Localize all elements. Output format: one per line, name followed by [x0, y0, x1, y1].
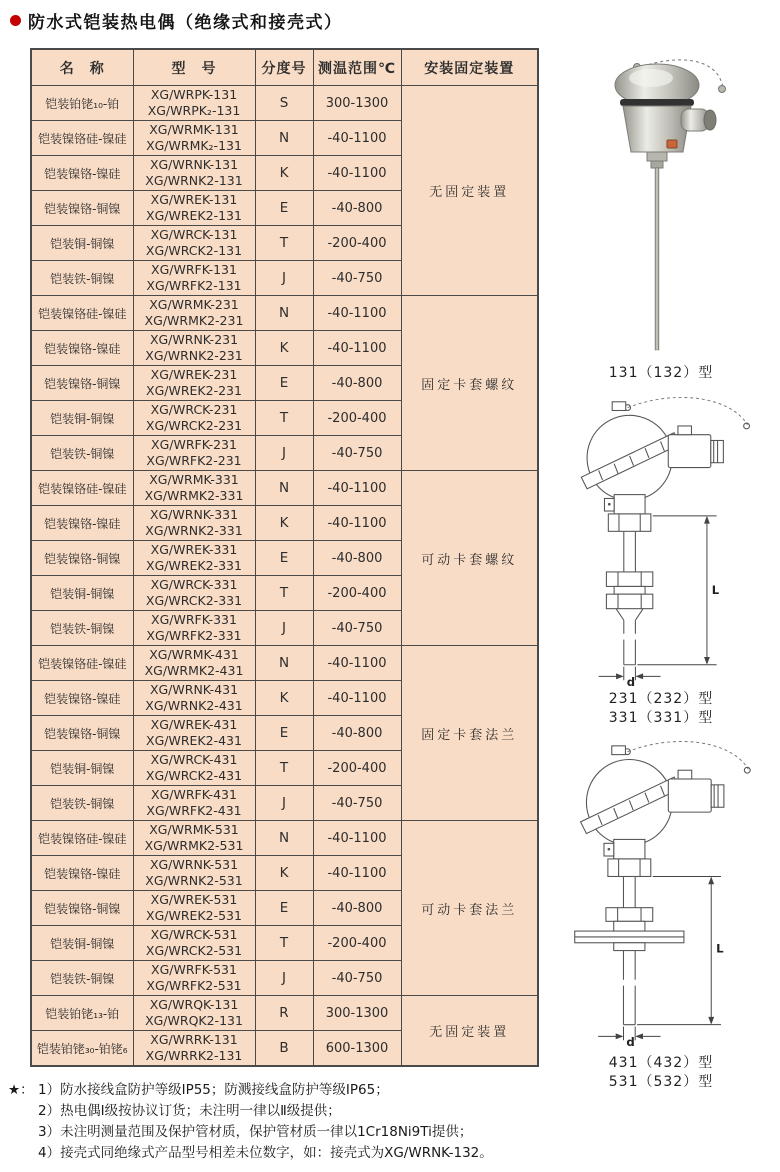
cell-thermocouple-name: 铠装镍铬-镍硅: [31, 681, 133, 716]
footnote-line: [8, 1101, 608, 1122]
model-text: XG/WRMK-131: [149, 122, 239, 137]
cell-thermocouple-name: 铠装铂铑₃₀-铂铑₆: [31, 1031, 133, 1067]
model-text: XG/WREK2-531: [146, 908, 242, 923]
model-text: XG/WRMK2-531: [144, 838, 244, 853]
cell-temp-range: -40-800: [313, 366, 401, 401]
cell-model: [133, 436, 255, 471]
cell-graduation: K: [255, 681, 313, 716]
model-text: XG/WRFK2-531: [146, 978, 242, 993]
model-text: XG/WRCK2-531: [145, 943, 243, 958]
cell-temp-range: -40-750: [313, 611, 401, 646]
thermocouple-photo-131: [571, 52, 751, 360]
cell-graduation: T: [255, 751, 313, 786]
model-text: XG/WRFK2-331: [146, 628, 242, 643]
model-text: XG/WRFK-331: [151, 612, 237, 627]
table-row: [31, 821, 538, 856]
dim-label-diameter: d: [625, 1035, 635, 1050]
cell-model: [133, 926, 255, 961]
cell-temp-range: -200-400: [313, 751, 401, 786]
model-text: XG/WRMK-431: [149, 647, 239, 662]
cell-thermocouple-name: 铠装铜-铜镍: [31, 751, 133, 786]
cell-graduation: N: [255, 296, 313, 331]
model-text: XG/WRMK-231: [149, 297, 239, 312]
thermocouple-drawing-231-331: [559, 396, 764, 686]
cell-graduation: K: [255, 331, 313, 366]
model-text: XG/WRCK-231: [150, 402, 238, 417]
header-model: 型 号: [133, 49, 255, 86]
cell-model: [133, 506, 255, 541]
cell-thermocouple-name: 铠装镍铬硅-镍硅: [31, 121, 133, 156]
table-row: [31, 646, 538, 681]
footnote-line: [8, 1143, 608, 1164]
footnotes: [8, 1080, 608, 1164]
footnote-text: 2）热电偶Ⅰ级按协议订货；未注明一律以Ⅱ级提供；: [38, 1103, 341, 1119]
cell-graduation: K: [255, 156, 313, 191]
model-text: XG/WRCK2-231: [145, 418, 243, 433]
figure-231-331: [552, 396, 770, 728]
cell-thermocouple-name: 铠装铁-铜镍: [31, 611, 133, 646]
cell-graduation: E: [255, 891, 313, 926]
cell-model: [133, 541, 255, 576]
cell-graduation: J: [255, 261, 313, 296]
cell-temp-range: -40-1100: [313, 331, 401, 366]
cell-model: [133, 786, 255, 821]
cell-thermocouple-name: 铠装铂铑₁₃-铂: [31, 996, 133, 1031]
cell-model: [133, 716, 255, 751]
cell-graduation: E: [255, 541, 313, 576]
cell-temp-range: -40-800: [313, 716, 401, 751]
model-text: XG/WRMK-531: [149, 822, 239, 837]
cell-temp-range: -40-1100: [313, 821, 401, 856]
model-text: XG/WRCK2-131: [145, 243, 243, 258]
cell-fixture: 固定卡套法兰: [401, 646, 538, 821]
cell-temp-range: -40-800: [313, 891, 401, 926]
table-header-row: [31, 49, 538, 86]
model-text: XG/WREK2-331: [146, 558, 242, 573]
dim-label-length: L: [715, 941, 724, 956]
model-text: XG/WRMK₂-131: [146, 138, 242, 153]
cell-model: [133, 261, 255, 296]
cell-thermocouple-name: 铠装镍铬硅-镍硅: [31, 821, 133, 856]
model-text: XG/WREK-431: [150, 717, 238, 732]
header-name: 名 称: [31, 49, 133, 86]
model-text: XG/WRNK2-531: [145, 873, 243, 888]
cell-thermocouple-name: 铠装镍铬硅-镍硅: [31, 646, 133, 681]
cell-thermocouple-name: 铠装镍铬-镍硅: [31, 506, 133, 541]
cell-temp-range: -40-1100: [313, 506, 401, 541]
cell-graduation: E: [255, 366, 313, 401]
cell-graduation: N: [255, 471, 313, 506]
footnote-line: [8, 1080, 608, 1101]
cell-model: [133, 611, 255, 646]
model-text: XG/WRPK-131: [150, 87, 238, 102]
page-title: 防水式铠装热电偶（绝缘式和接壳式）: [28, 13, 343, 33]
cell-fixture: 可动卡套法兰: [401, 821, 538, 996]
cell-model: [133, 646, 255, 681]
cell-thermocouple-name: 铠装铁-铜镍: [31, 261, 133, 296]
cell-thermocouple-name: 铠装镍铬硅-镍硅: [31, 296, 133, 331]
model-text: XG/WRFK-431: [151, 787, 237, 802]
cell-model: [133, 121, 255, 156]
cell-temp-range: -40-1100: [313, 856, 401, 891]
model-text: XG/WRRK2-131: [145, 1048, 243, 1063]
thermocouple-drawing-431-531: [559, 740, 764, 1050]
cell-graduation: T: [255, 926, 313, 961]
cell-model: [133, 681, 255, 716]
cell-temp-range: 600-1300: [313, 1031, 401, 1067]
model-text: XG/WREK-231: [150, 367, 238, 382]
model-text: XG/WRFK2-431: [146, 803, 242, 818]
model-text: XG/WRFK-531: [151, 962, 237, 977]
figure-431-531: [552, 740, 770, 1092]
model-text: XG/WRMK-331: [149, 472, 239, 487]
cell-model: [133, 401, 255, 436]
cell-thermocouple-name: 铠装铁-铜镍: [31, 786, 133, 821]
model-text: XG/WRMK2-431: [144, 663, 244, 678]
cell-fixture: 固定卡套螺纹: [401, 296, 538, 471]
model-text: XG/WRCK-531: [150, 927, 238, 942]
cell-model: [133, 751, 255, 786]
model-text: XG/WRMK2-231: [144, 313, 244, 328]
cell-thermocouple-name: 铠装铂铑₁₀-铂: [31, 86, 133, 121]
model-text: XG/WREK-531: [150, 892, 238, 907]
model-text: XG/WREK-331: [150, 542, 238, 557]
cell-thermocouple-name: 铠装镍铬-铜镍: [31, 541, 133, 576]
model-text: XG/WREK2-231: [146, 383, 242, 398]
cell-thermocouple-name: 铠装镍铬硅-镍硅: [31, 471, 133, 506]
model-text: XG/WRNK-331: [149, 507, 239, 522]
cell-model: [133, 226, 255, 261]
spec-table-body: [31, 86, 538, 1067]
cell-temp-range: -40-1100: [313, 121, 401, 156]
cell-thermocouple-name: 铠装铜-铜镍: [31, 576, 133, 611]
cell-temp-range: -200-400: [313, 926, 401, 961]
cell-graduation: J: [255, 961, 313, 996]
figure-caption-431-531: 431（432）型 531（532）型: [608, 1055, 714, 1090]
table-row: [31, 996, 538, 1031]
cell-model: [133, 156, 255, 191]
cell-graduation: N: [255, 821, 313, 856]
cell-thermocouple-name: 铠装铁-铜镍: [31, 961, 133, 996]
table-row: [31, 296, 538, 331]
model-text: XG/WRNK2-431: [145, 698, 243, 713]
model-text: XG/WRNK-131: [149, 157, 239, 172]
model-text: XG/WRMK2-331: [144, 488, 244, 503]
cell-thermocouple-name: 铠装铜-铜镍: [31, 401, 133, 436]
model-text: XG/WRFK-231: [151, 437, 237, 452]
model-text: XG/WRNK2-331: [145, 523, 243, 538]
cell-model: [133, 471, 255, 506]
cell-temp-range: -200-400: [313, 401, 401, 436]
cell-temp-range: -200-400: [313, 226, 401, 261]
model-text: XG/WRFK-131: [151, 262, 237, 277]
cell-model: [133, 191, 255, 226]
cell-model: [133, 331, 255, 366]
cell-model: [133, 296, 255, 331]
cell-temp-range: 300-1300: [313, 996, 401, 1031]
footnote-text: 1）防水接线盒防护等级IP55；防溅接线盒防护等级IP65；: [38, 1082, 389, 1098]
model-text: XG/WRFK2-231: [146, 453, 242, 468]
dim-label-diameter: d: [626, 675, 635, 686]
cell-temp-range: -40-750: [313, 786, 401, 821]
red-bullet-icon: [10, 15, 21, 26]
model-text: XG/WRNK2-131: [145, 173, 243, 188]
cell-model: [133, 961, 255, 996]
cell-graduation: B: [255, 1031, 313, 1067]
table-row: [31, 86, 538, 121]
footnote-line: [8, 1122, 608, 1143]
cell-model: [133, 856, 255, 891]
cell-graduation: J: [255, 786, 313, 821]
cell-thermocouple-name: 铠装镍铬-铜镍: [31, 716, 133, 751]
cell-thermocouple-name: 铠装铜-铜镍: [31, 226, 133, 261]
cell-fixture: 可动卡套螺纹: [401, 471, 538, 646]
table-row: [31, 471, 538, 506]
model-text: XG/WREK2-431: [146, 733, 242, 748]
cell-thermocouple-name: 铠装镍铬-镍硅: [31, 856, 133, 891]
header-fixture: 安装固定装置: [401, 49, 538, 86]
header-temp-range: 测温范围℃: [313, 49, 401, 86]
cell-temp-range: -40-1100: [313, 296, 401, 331]
cell-thermocouple-name: 铠装镍铬-镍硅: [31, 331, 133, 366]
cell-graduation: J: [255, 611, 313, 646]
cell-thermocouple-name: 铠装镍铬-铜镍: [31, 366, 133, 401]
cell-model: [133, 576, 255, 611]
cell-graduation: E: [255, 716, 313, 751]
model-text: XG/WRCK2-431: [145, 768, 243, 783]
cell-temp-range: -40-750: [313, 436, 401, 471]
model-text: XG/WRCK-131: [150, 227, 238, 242]
figure-caption-231-331: 231（232）型 331（331）型: [608, 691, 714, 726]
cell-graduation: R: [255, 996, 313, 1031]
cell-temp-range: -40-1100: [313, 681, 401, 716]
cell-temp-range: -40-1100: [313, 471, 401, 506]
model-text: XG/WREK2-131: [146, 208, 242, 223]
cell-graduation: N: [255, 121, 313, 156]
cell-temp-range: -40-1100: [313, 156, 401, 191]
cell-graduation: J: [255, 436, 313, 471]
model-text: XG/WRPK₂-131: [147, 103, 241, 118]
cell-model: [133, 366, 255, 401]
model-text: XG/WRRK-131: [150, 1032, 238, 1047]
cell-thermocouple-name: 铠装镍铬-镍硅: [31, 156, 133, 191]
figure-131: [556, 52, 766, 383]
cell-thermocouple-name: 铠装镍铬-铜镍: [31, 191, 133, 226]
cell-model: [133, 996, 255, 1031]
cell-graduation: E: [255, 191, 313, 226]
footnote-text: 3）未注明测量范围及保护管材质，保护管材质一律以1Cr18Ni9Ti提供；: [38, 1124, 473, 1140]
model-text: XG/WRCK-331: [150, 577, 238, 592]
cell-graduation: T: [255, 576, 313, 611]
thermocouple-spec-table: [30, 48, 539, 1067]
model-text: XG/WRNK-531: [149, 857, 239, 872]
header-graduation: 分度号: [255, 49, 313, 86]
cell-thermocouple-name: 铠装铜-铜镍: [31, 926, 133, 961]
model-text: XG/WRQK-131: [149, 997, 239, 1012]
star-icon: ★：: [8, 1082, 34, 1098]
cell-graduation: N: [255, 646, 313, 681]
model-text: XG/WRCK-431: [150, 752, 238, 767]
cell-graduation: K: [255, 506, 313, 541]
cell-graduation: T: [255, 401, 313, 436]
cell-graduation: T: [255, 226, 313, 261]
cell-model: [133, 821, 255, 856]
cell-thermocouple-name: 铠装铁-铜镍: [31, 436, 133, 471]
cell-temp-range: -40-750: [313, 961, 401, 996]
cell-fixture: 无固定装置: [401, 996, 538, 1067]
cell-model: [133, 86, 255, 121]
cell-graduation: K: [255, 856, 313, 891]
model-text: XG/WRCK2-331: [145, 593, 243, 608]
cell-model: [133, 1031, 255, 1067]
model-text: XG/WRNK-431: [149, 682, 239, 697]
cell-temp-range: -40-1100: [313, 646, 401, 681]
cell-temp-range: -40-800: [313, 191, 401, 226]
cell-temp-range: -40-800: [313, 541, 401, 576]
model-text: XG/WRNK2-231: [145, 348, 243, 363]
footnote-text: 4）接壳式同绝缘式产品型号相差未位数字，如：接壳式为XG/WRNK-132。: [38, 1145, 493, 1161]
cell-temp-range: -40-750: [313, 261, 401, 296]
cell-thermocouple-name: 铠装镍铬-铜镍: [31, 891, 133, 926]
model-text: XG/WREK-131: [150, 192, 238, 207]
dim-label-length: L: [711, 583, 719, 598]
cell-temp-range: 300-1300: [313, 86, 401, 121]
cell-model: [133, 891, 255, 926]
model-text: XG/WRNK-231: [149, 332, 239, 347]
model-text: XG/WRFK2-131: [146, 278, 242, 293]
cell-temp-range: -200-400: [313, 576, 401, 611]
figure-caption-131: 131（132）型: [608, 365, 714, 381]
cell-fixture: 无固定装置: [401, 86, 538, 296]
page-header: [10, 8, 343, 33]
cell-graduation: S: [255, 86, 313, 121]
model-text: XG/WRQK2-131: [145, 1013, 243, 1028]
